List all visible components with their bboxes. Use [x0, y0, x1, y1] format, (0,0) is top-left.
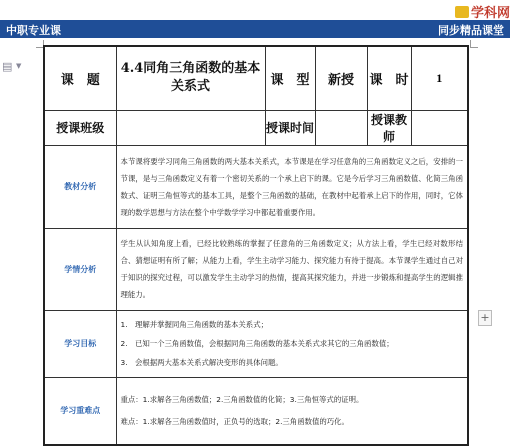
- add-row-icon[interactable]: +: [478, 310, 492, 326]
- type-label: 课 型: [265, 46, 315, 110]
- section-text: 学生从认知角度上看，已经比较熟练的掌握了任意角的三角函数定义；从方法上看，学生已经对数形结合、猜想证明有所了解；从能力上看，学生主动学习能力、探究能力有待于提高。本节课学生通过自己对于知识的探究过程，可以激发学生主动学习的热情，提高其探究能力，并进一步锻炼和提高学生的逻辑推理能力。: [120, 239, 463, 299]
- type-value[interactable]: 新授: [315, 46, 367, 110]
- table-row: [44, 145, 468, 228]
- section-text: 1. 理解并掌握同角三角函数的基本关系式；: [120, 320, 268, 329]
- dropdown-arrow-icon[interactable]: ▼: [16, 62, 22, 70]
- section-text: 2. 已知一个三角函数值，会根据同角三角函数的基本关系式求其它的三角函数值；: [120, 339, 394, 348]
- table-row: [44, 46, 468, 110]
- topic-label: 课 题: [44, 46, 116, 110]
- header-right-label: 同步精品课堂: [438, 24, 504, 37]
- section-label: 教材分析: [44, 145, 116, 228]
- section-text: 重点：1.求解各三角函数值；2.三角函数值的化简；3.三角恒等式的证明。: [120, 394, 364, 404]
- crop-mark-icon: [470, 40, 478, 48]
- section-label: 学习重难点: [44, 377, 116, 445]
- section-label: 学习目标: [44, 310, 116, 377]
- table-row: [44, 110, 468, 145]
- logo-text: 学科网: [471, 5, 510, 20]
- time-value[interactable]: [315, 110, 367, 145]
- class-value[interactable]: [116, 110, 265, 145]
- section-content[interactable]: [116, 310, 468, 377]
- logo-icon: [455, 6, 469, 18]
- table-row: [44, 377, 468, 445]
- time-label: 授课时间: [265, 110, 315, 145]
- table-row: [44, 310, 468, 377]
- section-text: 难点：1.求解各三角函数值时，正负号的选取；2.三角函数值的巧化。: [120, 416, 349, 426]
- teacher-value[interactable]: [411, 110, 468, 145]
- header-left-label: 中职专业课: [6, 24, 61, 37]
- section-content[interactable]: [116, 145, 468, 228]
- section-text: 3. 会根据两大基本关系式解决变形的具体问题。: [120, 358, 283, 367]
- section-label: 学情分析: [44, 228, 116, 310]
- header-bar: [0, 20, 510, 38]
- section-content[interactable]: [116, 377, 468, 445]
- hours-value[interactable]: 1: [411, 46, 468, 110]
- teacher-label: 授课教师: [367, 110, 411, 145]
- topic-value[interactable]: 4.4同角三角函数的基本关系式: [116, 46, 265, 110]
- hours-label: 课 时: [367, 46, 411, 110]
- class-label: 授课班级: [44, 110, 116, 145]
- section-content[interactable]: [116, 228, 468, 310]
- table-row: [44, 228, 468, 310]
- lesson-plan-table: [43, 45, 469, 446]
- section-text: 本节课将要学习同角三角函数的两大基本关系式，本节课是在学习任意角的三角函数定义之后，安排的一节课，是与三角函数定义有着一个密切关系的一个承上启下的课。它是今后学习三角函数值、化简三角函数式、证明三角恒等式的基本工具，是整个三角函数的基础，在教材中起着承上启下的作用，同时，它体现的数学思想与方法在整个中学数学学习中都起着重要作用。: [120, 156, 463, 217]
- document-icon[interactable]: ▤: [2, 60, 13, 73]
- brand-logo: [455, 2, 510, 21]
